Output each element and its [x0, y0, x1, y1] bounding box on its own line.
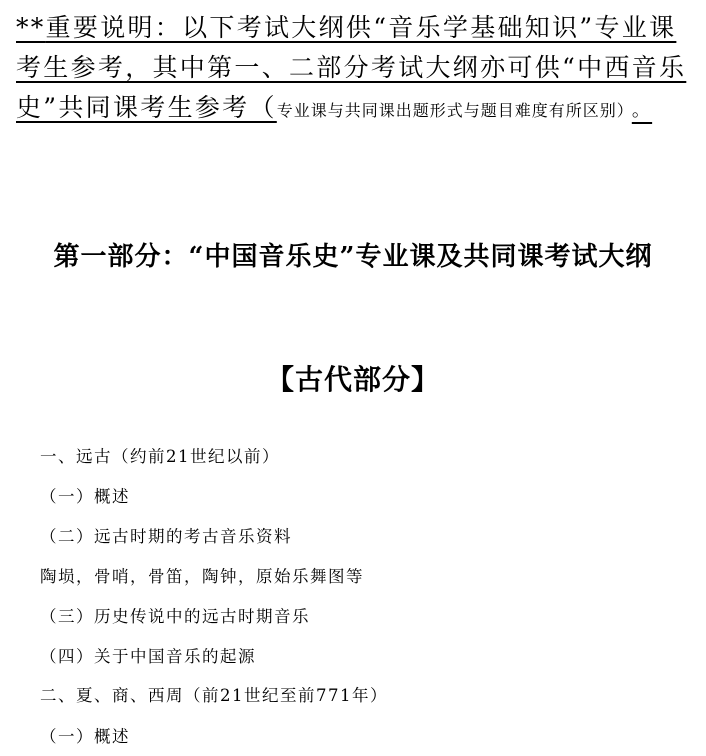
outline-item: 陶埙，骨哨，骨笛，陶钟，原始乐舞图等 — [40, 567, 364, 586]
outline-item: （二）远古时期的考古音乐资料 — [40, 527, 292, 546]
outline-item: （三）历史传说中的远古时期音乐 — [40, 607, 310, 626]
notice-small-text: 专业课与共同课出题形式与题目难度有所区别） — [276, 101, 626, 120]
notice-tail: 。 — [631, 100, 653, 121]
outline-item: （四）关于中国音乐的起源 — [40, 647, 256, 666]
section-title: 【古代部分】 — [265, 363, 440, 396]
notice-main-text: 重要说明：以下考试大纲供“音乐学基础知识”专业课考生参考，其中第一、二部分考试大纲亦可供“中西音乐史”共同课考生参考（ — [16, 13, 687, 122]
part-title: 第一部分：“中国音乐史”专业课及共同课考试大纲 — [53, 242, 653, 272]
outline-item: （一）概述 — [40, 727, 130, 746]
outline-item: 一、远古（约前21世纪以前） — [40, 447, 280, 466]
notice-prefix: ** — [16, 13, 46, 42]
important-notice — [16, 8, 692, 131]
outline-item: 二、夏、商、西周（前21世纪至前771年） — [40, 686, 388, 705]
outline-item: （一）概述 — [40, 487, 130, 506]
